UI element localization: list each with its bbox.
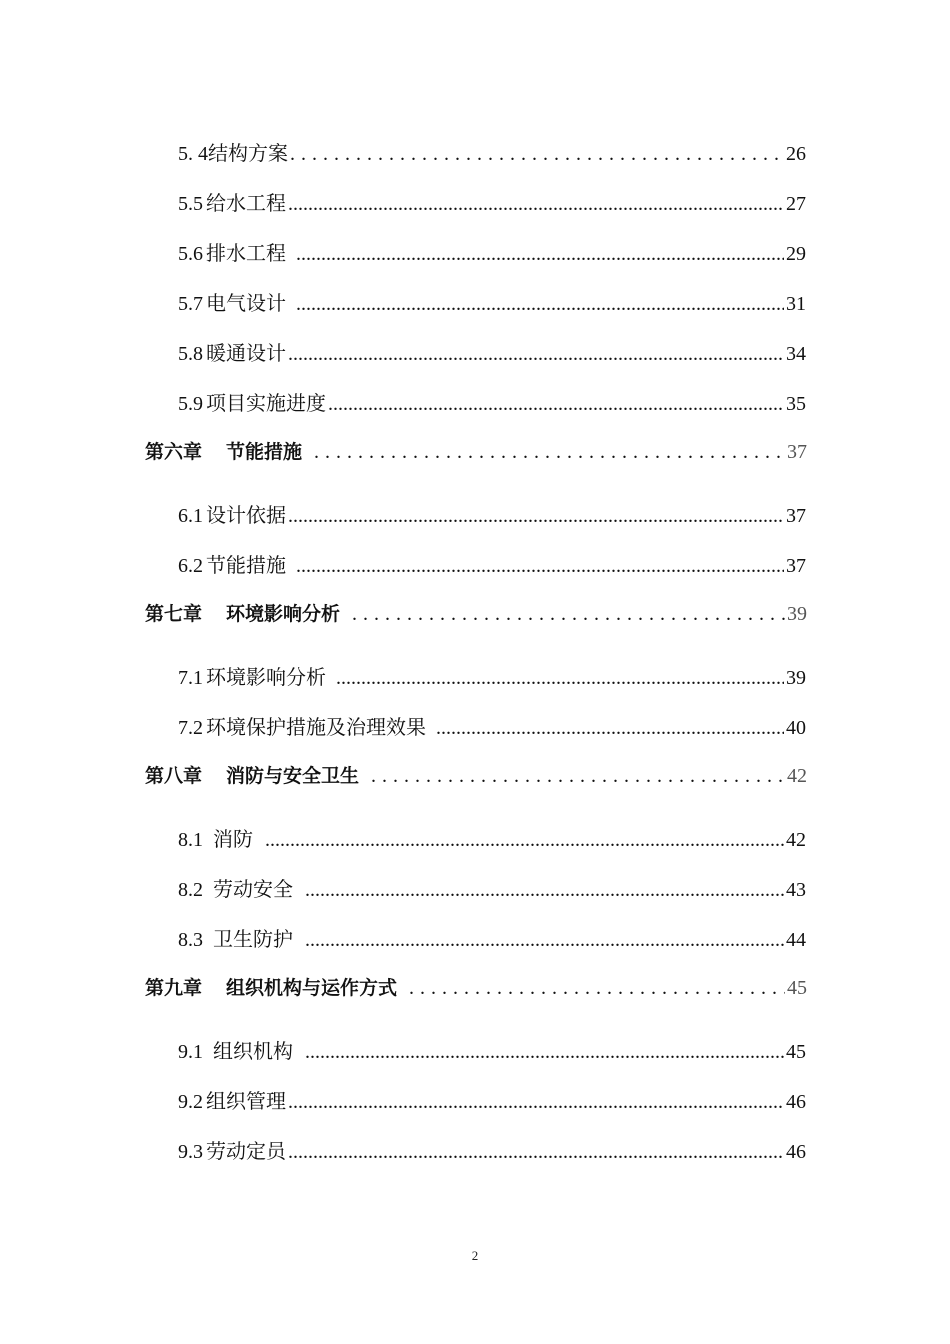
toc-entry-page: 44	[786, 929, 806, 951]
toc-chapter-page: 37	[787, 441, 807, 463]
page-number: 2	[471, 1248, 479, 1263]
toc-entry-page: 43	[786, 879, 806, 901]
toc-chapter-number: 第九章	[145, 977, 203, 999]
toc-entry-title: 组织管理	[206, 1091, 286, 1113]
toc-entry-page: 29	[786, 243, 806, 265]
dot-leader	[290, 143, 784, 166]
toc-entry-number: 5.5	[178, 193, 203, 215]
toc-entry-page: 46	[786, 1141, 806, 1163]
toc-entry-title: 环境保护措施及治理效果	[206, 717, 426, 739]
dot-leader	[288, 1091, 784, 1114]
toc-chapter-7[interactable]	[145, 599, 807, 626]
toc-entry-8-3[interactable]	[178, 923, 806, 952]
toc-entry-5-4[interactable]	[178, 137, 806, 166]
toc-entry-page: 34	[786, 343, 806, 365]
toc-entry-page: 26	[786, 143, 806, 165]
toc-entry-number: 8.1	[178, 829, 203, 851]
dot-leader	[305, 1041, 784, 1064]
toc-entry-number: 5.7	[178, 293, 203, 315]
toc-chapter-title: 组织机构与运作方式	[226, 977, 398, 999]
toc-entry-6-1[interactable]	[178, 499, 806, 528]
toc-entry-5-6[interactable]	[178, 237, 806, 266]
toc-chapter-title: 环境影响分析	[226, 603, 341, 625]
toc-entry-title: 排水工程	[206, 243, 286, 265]
toc-entry-page: 31	[786, 293, 806, 315]
toc-entry-title: 卫生防护	[213, 929, 293, 951]
toc-entry-title: 设计依据	[206, 505, 286, 527]
toc-entry-number: 9.2	[178, 1091, 203, 1113]
dot-leader	[288, 193, 784, 216]
toc-entry-title: 环境影响分析	[206, 667, 326, 689]
toc-entry-page: 46	[786, 1091, 806, 1113]
dot-leader	[352, 603, 785, 626]
toc-entry-number: 7.2	[178, 717, 203, 739]
toc-entry-5-5[interactable]	[178, 187, 806, 216]
dot-leader	[314, 441, 785, 464]
toc-chapter-number: 第八章	[145, 765, 203, 787]
toc-entry-title: 劳动安全	[213, 879, 293, 901]
toc-entry-page: 42	[786, 829, 806, 851]
toc-entry-number: 8.2	[178, 879, 203, 901]
toc-chapter-8[interactable]	[145, 761, 807, 788]
toc-entry-9-1[interactable]	[178, 1035, 806, 1064]
toc-entry-number: 6.1	[178, 505, 203, 527]
toc-chapter-page: 45	[787, 977, 807, 999]
toc-entry-page: 40	[786, 717, 806, 739]
dot-leader	[305, 879, 784, 902]
toc-entry-8-2[interactable]	[178, 873, 806, 902]
toc-entry-5-7[interactable]	[178, 287, 806, 316]
toc-entry-5-9[interactable]	[178, 387, 806, 416]
toc-entry-page: 39	[786, 667, 806, 689]
toc-entry-title: 结构方案	[208, 143, 288, 165]
dot-leader	[328, 393, 784, 416]
toc-entry-number: 5.6	[178, 243, 203, 265]
toc-chapter-page: 42	[787, 765, 807, 787]
toc-entry-5-8[interactable]	[178, 337, 806, 366]
dot-leader	[288, 1141, 784, 1164]
dot-leader	[409, 977, 785, 1000]
toc-chapter-number: 第七章	[145, 603, 203, 625]
toc-entry-title: 暖通设计	[206, 343, 286, 365]
toc-entry-number: 9.3	[178, 1141, 203, 1163]
toc-entry-number: 8.3	[178, 929, 203, 951]
dot-leader	[296, 243, 784, 266]
toc-entry-title: 消防	[213, 829, 253, 851]
toc-entry-7-1[interactable]	[178, 661, 806, 690]
dot-leader	[265, 829, 784, 852]
toc-entry-number: 5.8	[178, 343, 203, 365]
toc-entry-page: 37	[786, 555, 806, 577]
dot-leader	[288, 505, 784, 528]
dot-leader	[336, 667, 784, 690]
toc-entry-9-2[interactable]	[178, 1085, 806, 1114]
dot-leader	[288, 343, 784, 366]
toc-entry-title: 节能措施	[206, 555, 286, 577]
toc-entry-9-3[interactable]	[178, 1135, 806, 1164]
toc-entry-8-1[interactable]	[178, 823, 806, 852]
toc-chapter-title: 节能措施	[226, 441, 303, 463]
toc-entry-title: 组织机构	[213, 1041, 293, 1063]
toc-entry-number: 6.2	[178, 555, 203, 577]
toc-entry-title: 给水工程	[206, 193, 286, 215]
dot-leader	[296, 555, 784, 578]
toc-entry-number: 5. 4	[178, 143, 208, 165]
toc-entry-page: 45	[786, 1041, 806, 1063]
toc-chapter-number: 第六章	[145, 441, 203, 463]
dot-leader	[305, 929, 784, 952]
dot-leader	[436, 717, 784, 740]
toc-chapter-6[interactable]	[145, 437, 807, 464]
toc-chapter-9[interactable]	[145, 973, 807, 1000]
toc-entry-page: 37	[786, 505, 806, 527]
toc-chapter-page: 39	[787, 603, 807, 625]
toc-entry-title: 劳动定员	[206, 1141, 286, 1163]
toc-entry-page: 35	[786, 393, 806, 415]
toc-entry-6-2[interactable]	[178, 549, 806, 578]
toc-entry-number: 5.9	[178, 393, 203, 415]
toc-chapter-title: 消防与安全卫生	[226, 765, 360, 787]
dot-leader	[371, 765, 785, 788]
toc-entry-number: 9.1	[178, 1041, 203, 1063]
toc-entry-title: 电气设计	[206, 293, 286, 315]
toc-entry-number: 7.1	[178, 667, 203, 689]
toc-entry-page: 27	[786, 193, 806, 215]
dot-leader	[296, 293, 784, 316]
toc-entry-7-2[interactable]	[178, 711, 806, 740]
toc-entry-title: 项目实施进度	[206, 393, 326, 415]
